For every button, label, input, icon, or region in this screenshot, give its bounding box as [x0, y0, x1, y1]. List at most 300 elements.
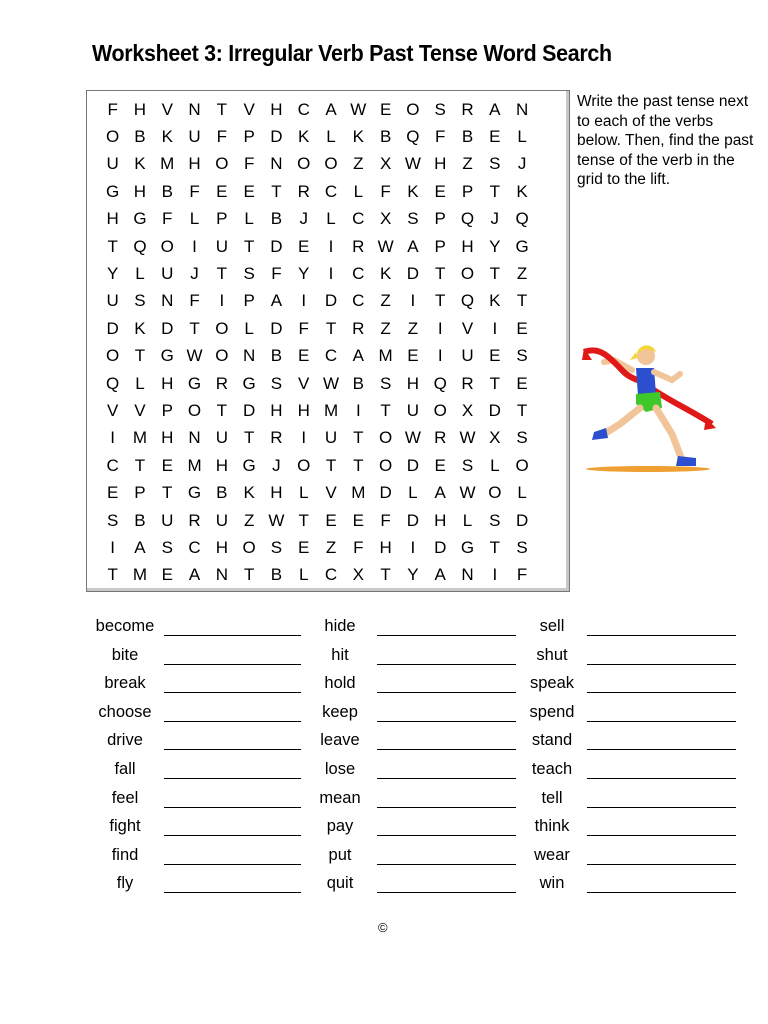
grid-letter: O: [297, 154, 311, 174]
grid-letter: G: [106, 181, 120, 201]
grid-letter: D: [106, 318, 119, 338]
grid-letter: H: [215, 455, 228, 475]
grid-letter: D: [270, 236, 283, 256]
grid-letter: T: [216, 400, 228, 420]
grid-row: [99, 452, 569, 479]
grid-letter: T: [134, 455, 146, 475]
grid-letter: O: [488, 483, 502, 503]
verb-label: keep: [322, 702, 358, 721]
grid-letter: W: [268, 510, 285, 530]
grid-letter: H: [461, 236, 474, 256]
grid-letter: S: [379, 373, 392, 393]
grid-letter: P: [434, 209, 446, 229]
grid-letter: C: [297, 99, 310, 119]
grid-letter: V: [461, 318, 474, 338]
grid-letter: H: [106, 209, 119, 229]
grid-letter: L: [135, 264, 145, 284]
grid-letter: K: [516, 181, 528, 201]
grid-letter: T: [489, 181, 500, 201]
grid-letter: R: [461, 373, 474, 393]
grid-letter: B: [270, 209, 283, 229]
grid-letter: T: [435, 264, 446, 284]
grid-letter: T: [353, 455, 364, 475]
grid-letter: P: [434, 236, 446, 256]
worksheet-title: Worksheet 3: Irregular Verb Past Tense Word Search: [92, 40, 612, 66]
instructions-text: Write the past tense next to each of the verbs below. Then, find the past tense of the verb in the grid to the lift.: [577, 93, 754, 189]
grid-letter: Z: [353, 154, 364, 174]
grid-letter: U: [106, 291, 119, 311]
grid-letter: F: [162, 209, 173, 229]
grid-letter: K: [352, 127, 364, 147]
grid-letter: H: [270, 99, 283, 119]
grid-letter: I: [492, 318, 498, 338]
grid-letter: I: [437, 318, 443, 338]
grid-letter: M: [132, 565, 148, 585]
grid-letter: M: [378, 346, 393, 366]
grid-letter: X: [489, 428, 501, 448]
grid-letter: U: [215, 428, 228, 448]
grid-letter: R: [434, 428, 447, 448]
grid-letter: J: [517, 154, 527, 174]
grid-letter: M: [323, 400, 339, 420]
grid-letter: G: [242, 455, 256, 475]
grid-letter: U: [324, 428, 338, 448]
grid-letter: H: [215, 537, 228, 557]
grid-letter: W: [459, 483, 476, 503]
grid-letter: W: [350, 99, 367, 119]
grid-letter: D: [488, 400, 501, 420]
grid-letter: T: [325, 455, 337, 475]
verb-label: speak: [529, 674, 575, 693]
grid-letter: Y: [407, 565, 419, 585]
verb-label: wear: [534, 845, 570, 864]
grid-letter: B: [270, 565, 283, 585]
grid-letter: E: [352, 510, 364, 530]
grid-letter: N: [215, 565, 228, 585]
grid-letter: L: [244, 318, 254, 338]
grid-letter: U: [161, 510, 174, 530]
grid-letter: S: [243, 264, 255, 284]
grid-letter: N: [161, 291, 174, 311]
grid-letter: E: [298, 537, 310, 557]
grid-row: [99, 96, 569, 123]
grid-letter: T: [107, 236, 118, 256]
verb-label: find: [111, 845, 139, 864]
answer-blank[interactable]: [587, 721, 736, 722]
verb-list: [0, 612, 768, 902]
grid-letter: E: [106, 483, 119, 503]
grid-letter: L: [326, 127, 336, 147]
grid-letter: A: [270, 291, 283, 311]
grid-letter: D: [434, 537, 447, 557]
grid-letter: F: [353, 537, 364, 557]
grid-letter: F: [271, 264, 282, 284]
grid-row: [99, 288, 569, 315]
grid-letter: H: [406, 373, 420, 393]
grid-row: [99, 425, 569, 452]
grid-letter: S: [106, 510, 119, 530]
verb-label: feel: [111, 788, 139, 807]
grid-letter: R: [352, 318, 365, 338]
grid-letter: E: [434, 455, 446, 475]
grid-letter: Q: [515, 209, 529, 229]
grid-letter: O: [297, 455, 311, 475]
grid-row: [99, 315, 569, 342]
verb-label: hit: [331, 645, 349, 664]
word-search-grid: [86, 90, 570, 592]
grid-letter: P: [243, 291, 255, 311]
grid-letter: P: [243, 127, 255, 147]
grid-row: [99, 370, 569, 397]
grid-row: [99, 343, 569, 370]
grid-letter: C: [352, 209, 365, 229]
grid-letter: T: [134, 346, 146, 366]
grid-letter: S: [270, 537, 283, 557]
grid-letter: E: [298, 346, 310, 366]
grid-letter: I: [328, 264, 334, 284]
grid-letter: S: [434, 99, 446, 119]
grid-letter: C: [352, 291, 365, 311]
grid-letter: E: [516, 318, 528, 338]
grid-row: [99, 206, 569, 233]
grid-letter: F: [380, 510, 391, 530]
grid-letter: O: [160, 236, 174, 256]
answer-blank[interactable]: [587, 778, 736, 779]
grid-letter: O: [215, 318, 229, 338]
grid-letter: F: [380, 181, 391, 201]
grid-letter: P: [161, 400, 173, 420]
verb-label: spend: [529, 702, 575, 721]
grid-letter: W: [404, 428, 421, 448]
grid-letter: O: [406, 99, 420, 119]
grid-letter: R: [270, 428, 283, 448]
grid-letter: D: [270, 127, 283, 147]
grid-letter: I: [301, 428, 307, 448]
grid-letter: Z: [380, 291, 391, 311]
grid-letter: J: [490, 209, 500, 229]
grid-letter: Y: [298, 264, 310, 284]
grid-letter: A: [134, 537, 146, 557]
grid-letter: T: [162, 483, 173, 503]
grid-letter: V: [161, 99, 173, 119]
grid-letter: Q: [106, 373, 120, 393]
grid-letter: V: [325, 483, 337, 503]
grid-letter: H: [297, 400, 310, 420]
grid-letter: E: [161, 565, 173, 585]
grid-letter: I: [492, 565, 498, 585]
grid-letter: N: [515, 99, 529, 119]
grid-letter: Z: [380, 318, 391, 338]
verb-label: hide: [324, 617, 356, 635]
grid-letter: Z: [462, 154, 473, 174]
grid-letter: E: [243, 181, 255, 201]
verb-entry: [0, 641, 768, 669]
grid-letter: H: [270, 483, 283, 503]
grid-letter: T: [380, 565, 391, 585]
grid-letter: E: [161, 455, 173, 475]
grid-letter: U: [406, 400, 420, 420]
grid-letter: P: [461, 181, 474, 201]
verb-label: pay: [326, 817, 354, 836]
grid-letter: J: [299, 209, 308, 229]
grid-letter: A: [188, 565, 201, 585]
verb-entry: [0, 784, 768, 812]
grid-letter: A: [325, 99, 337, 119]
grid-letter: K: [489, 291, 501, 311]
grid-letter: B: [134, 510, 146, 530]
grid-letter: E: [298, 236, 310, 256]
grid-letter: N: [242, 346, 256, 366]
grid-letter: T: [435, 291, 446, 311]
grid-letter: T: [243, 236, 255, 256]
grid-letter: Q: [460, 291, 475, 311]
grid-letter: U: [188, 127, 201, 147]
grid-letter: N: [188, 428, 201, 448]
grid-letter: Z: [243, 510, 255, 530]
grid-letter: K: [134, 318, 146, 338]
grid-letter: L: [135, 373, 145, 393]
grid-letter: D: [406, 455, 420, 475]
grid-letter: N: [270, 154, 283, 174]
grid-letter: U: [161, 264, 174, 284]
grid-letter: H: [434, 154, 447, 174]
grid-letter: O: [379, 428, 393, 448]
grid-letter: A: [352, 346, 364, 366]
verb-label: tell: [541, 788, 563, 807]
grid-letter: K: [379, 264, 392, 284]
verb-entry: [0, 612, 768, 640]
grid-letter: V: [134, 400, 146, 420]
grid-letter: S: [489, 154, 501, 174]
grid-letter: L: [189, 209, 200, 229]
verb-label: fall: [114, 760, 136, 778]
grid-letter: I: [192, 236, 197, 256]
grid-letter: O: [324, 154, 338, 174]
grid-letter: I: [410, 537, 416, 557]
answer-blank[interactable]: [587, 692, 736, 693]
grid-letter: T: [271, 181, 282, 201]
answer-blank[interactable]: [587, 835, 736, 836]
verb-label: break: [104, 674, 146, 693]
grid-letter: M: [160, 154, 175, 174]
verb-label: choose: [98, 702, 152, 721]
grid-letter: X: [379, 154, 392, 174]
grid-letter: P: [134, 483, 146, 503]
grid-letter: H: [161, 373, 174, 393]
grid-letter: L: [353, 181, 364, 201]
grid-letter: E: [489, 346, 501, 366]
grid-letter: S: [489, 510, 501, 530]
grid-letter: T: [325, 318, 337, 338]
grid-row: [99, 562, 569, 589]
grid-letter: D: [406, 264, 420, 284]
grid-letter: D: [270, 318, 283, 338]
grid-letter: L: [408, 483, 418, 503]
grid-letter: T: [216, 264, 228, 284]
grid-letter: I: [110, 537, 116, 557]
grid-letter: G: [242, 373, 256, 393]
grid-letter: U: [461, 346, 474, 366]
grid-letter: E: [434, 181, 446, 201]
grid-letter: D: [161, 318, 174, 338]
grid-letter: R: [461, 99, 474, 119]
grid-letter: W: [377, 236, 394, 256]
verb-entry: [0, 755, 768, 783]
grid-letter: H: [133, 99, 147, 119]
grid-letter: F: [216, 127, 228, 147]
grid-letter: O: [515, 455, 529, 475]
grid-letter: R: [297, 181, 310, 201]
answer-blank[interactable]: [587, 749, 736, 750]
answer-blank[interactable]: [587, 664, 736, 665]
grid-letter: H: [270, 400, 283, 420]
grid-letter: Q: [433, 373, 447, 393]
grid-letter: T: [243, 428, 255, 448]
grid-letter: D: [324, 291, 338, 311]
grid-letter: R: [352, 236, 365, 256]
verb-label: put: [328, 845, 352, 864]
verb-entry: [0, 869, 768, 897]
grid-letter: C: [352, 264, 365, 284]
grid-letter: F: [107, 99, 118, 119]
grid-letter: C: [324, 181, 338, 201]
verb-label: mean: [319, 788, 361, 807]
grid-letter: I: [355, 400, 361, 420]
grid-letter: V: [243, 99, 255, 119]
grid-letter: F: [243, 154, 255, 174]
grid-letter: G: [460, 537, 475, 557]
grid-letter: B: [216, 483, 228, 503]
grid-letter: F: [189, 181, 200, 201]
grid-letter: Z: [325, 537, 337, 557]
grid-letter: O: [379, 455, 393, 475]
grid-letter: N: [188, 99, 201, 119]
grid-letter: T: [380, 400, 391, 420]
grid-letter: Y: [489, 236, 501, 256]
grid-letter: L: [517, 127, 527, 147]
verb-label: fly: [116, 874, 134, 893]
grid-letter: X: [461, 400, 474, 420]
verb-label: fight: [109, 817, 141, 836]
grid-letter: G: [187, 483, 202, 503]
verb-entry: [0, 698, 768, 726]
grid-letter: C: [324, 565, 338, 585]
grid-letter: L: [298, 565, 309, 585]
grid-letter: I: [328, 236, 334, 256]
verb-entry: [0, 812, 768, 840]
grid-letter: K: [243, 483, 255, 503]
grid-letter: C: [106, 455, 119, 475]
grid-letter: T: [489, 264, 500, 284]
grid-letter: D: [515, 510, 529, 530]
grid-letter: T: [107, 565, 118, 585]
grid-letter: T: [189, 318, 200, 338]
grid-letter: R: [188, 510, 201, 530]
grid-letter: E: [379, 99, 392, 119]
verb-entry: [0, 726, 768, 754]
verb-label: shut: [536, 645, 568, 664]
grid-letter: B: [461, 127, 474, 147]
grid-letter: T: [243, 565, 255, 585]
grid-letter: I: [110, 428, 116, 448]
grid-row: [99, 151, 569, 178]
grid-letter: U: [215, 510, 228, 530]
grid-letter: M: [132, 428, 148, 448]
grid-letter: S: [161, 537, 173, 557]
grid-letter: Q: [133, 236, 147, 256]
grid-letter: E: [516, 373, 528, 393]
verb-label: think: [534, 817, 570, 836]
grid-letter: P: [216, 209, 228, 229]
grid-letter: O: [242, 537, 256, 557]
grid-letter: Z: [516, 264, 528, 284]
grid-letter: B: [270, 346, 283, 366]
grid-letter: E: [489, 127, 501, 147]
grid-letter: S: [461, 455, 474, 475]
grid-row: [99, 534, 569, 561]
grid-letter: L: [490, 455, 500, 475]
grid-letter: A: [489, 99, 501, 119]
verb-label: sell: [539, 617, 565, 635]
grid-letter: K: [298, 127, 310, 147]
grid-letter: X: [352, 565, 364, 585]
grid-row: [99, 507, 569, 534]
grid-letter: H: [133, 181, 147, 201]
grid-letter: K: [407, 181, 419, 201]
grid-letter: Z: [407, 318, 419, 338]
grid-letter: V: [106, 400, 119, 420]
grid-letter: T: [216, 99, 228, 119]
grid-letter: B: [352, 373, 364, 393]
grid-letter: L: [462, 510, 473, 530]
grid-row: [99, 233, 569, 260]
verb-label: bite: [111, 645, 139, 664]
answer-blank[interactable]: [587, 892, 736, 893]
grid-row: [99, 123, 569, 150]
grid-letter: X: [379, 209, 392, 229]
grid-letter: S: [516, 428, 528, 448]
grid-letter: Q: [460, 209, 475, 229]
grid-letter: O: [187, 400, 202, 420]
grid-letter: E: [216, 181, 228, 201]
runner-crossing-finish-line-icon: [580, 338, 720, 478]
verb-label: win: [539, 874, 565, 893]
grid-row: [99, 260, 569, 287]
verb-entry: [0, 669, 768, 697]
grid-letter: D: [406, 510, 420, 530]
grid-letter: A: [434, 565, 446, 585]
grid-letter: S: [407, 209, 419, 229]
answer-blank[interactable]: [587, 635, 736, 636]
grid-letter: D: [242, 400, 256, 420]
grid-letter: F: [189, 291, 200, 311]
answer-blank[interactable]: [587, 807, 736, 808]
grid-letter: A: [434, 483, 446, 503]
grid-letter: S: [516, 346, 528, 366]
grid-letter: T: [298, 510, 309, 530]
grid-letter: C: [324, 346, 338, 366]
answer-blank[interactable]: [587, 864, 736, 865]
grid-row: [99, 479, 569, 506]
grid-letter: T: [516, 291, 528, 311]
grid-letter: T: [516, 400, 528, 420]
grid-letter: T: [489, 537, 500, 557]
grid-letter: S: [134, 291, 146, 311]
grid-letter: K: [134, 154, 146, 174]
grid-letter: B: [379, 127, 392, 147]
grid-letter: H: [161, 428, 174, 448]
grid-letter: W: [323, 373, 340, 393]
